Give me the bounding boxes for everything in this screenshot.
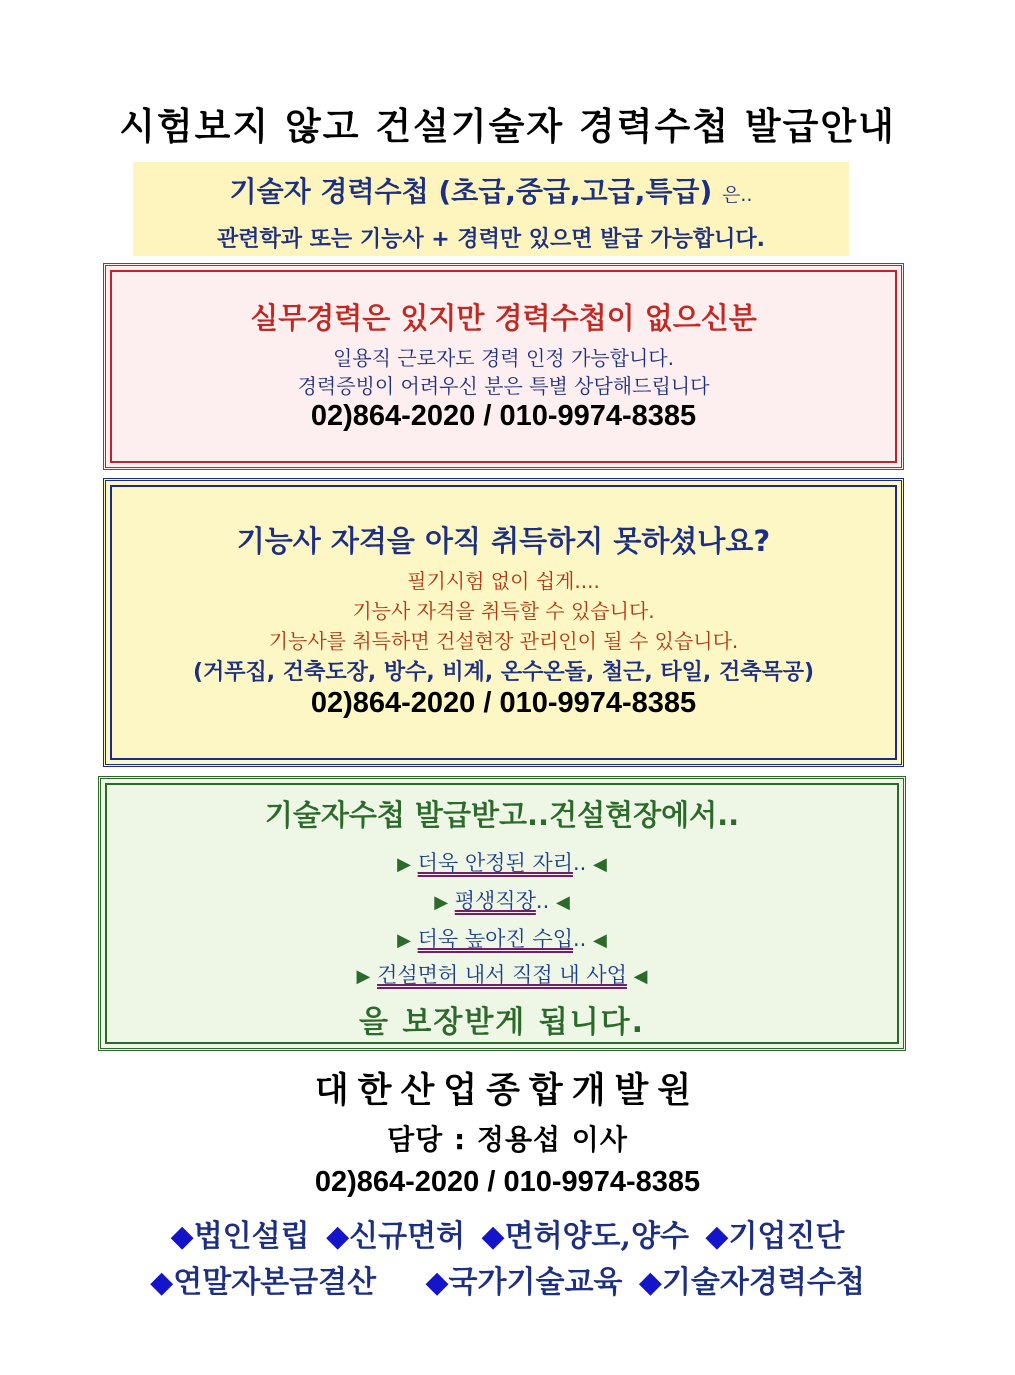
benefit-suffix: .. <box>535 889 550 913</box>
intro-line-2: 관련학과 또는 기능사 + 경력만 있으면 발급 가능합니다. <box>217 227 765 252</box>
career-line-2: 경력증빙이 어려우신 분은 특별 상담해드립니다 <box>297 374 710 398</box>
benefit-item <box>101 959 903 989</box>
page-title: 시험보지 않고 건설기술자 경력수첩 발급안내 <box>119 105 896 148</box>
right-arrow-icon: ▶ <box>397 930 411 951</box>
benefit-item <box>101 885 903 915</box>
benefit-suffix: .. <box>573 851 587 875</box>
diamond-icon: ◆ <box>326 1219 350 1254</box>
manager-name: 담당 : 정용섭 이사 <box>387 1123 628 1156</box>
career-line-1: 일용직 근로자도 경력 인정 가능합니다. <box>333 346 674 370</box>
right-arrow-icon: ▶ <box>397 854 411 875</box>
license-trades: (거푸집, 건축도장, 방수, 비계, 온수온돌, 철근, 타일, 건축목공) <box>192 660 815 685</box>
benefit-item <box>101 923 903 953</box>
license-line-1: 필기시험 없이 쉽게.... <box>407 569 600 593</box>
intro-banner <box>133 162 849 256</box>
intro-line-1 <box>133 170 849 210</box>
service-item: 국가기술교육 <box>448 1265 623 1300</box>
benefits-section <box>98 776 906 1051</box>
diamond-icon: ◆ <box>150 1265 174 1300</box>
career-section <box>103 263 904 470</box>
left-arrow-icon: ◀ <box>555 892 570 913</box>
diamond-icon: ◆ <box>705 1219 729 1254</box>
license-heading: 기능사 자격을 아직 취득하지 못하셨나요? <box>236 524 771 558</box>
benefit-text: 건설면허 내서 직접 내 사업 <box>377 963 627 987</box>
career-heading: 실무경력은 있지만 경력수첩이 없으신분 <box>250 301 757 335</box>
service-item: 연말자본금결산 <box>173 1265 377 1300</box>
benefit-text: 평생직장 <box>454 889 536 913</box>
license-line-3: 기능사를 취득하면 건설현장 관리인이 될 수 있습니다. <box>268 629 739 653</box>
services-row-2 <box>0 1257 1015 1301</box>
benefit-text: 더욱 안정된 자리 <box>417 851 573 875</box>
service-item: 법인설립 <box>193 1219 310 1254</box>
service-item: 면허양도,양수 <box>504 1219 689 1254</box>
benefit-text: 더욱 높아진 수입 <box>417 927 573 951</box>
right-arrow-icon: ▶ <box>356 966 371 987</box>
diamond-icon: ◆ <box>425 1265 449 1300</box>
service-item: 기술자경력수첩 <box>661 1265 865 1300</box>
diamond-icon: ◆ <box>170 1219 194 1254</box>
intro-line-1-suffix: 은.. <box>722 184 753 206</box>
service-item: 기업진단 <box>728 1219 845 1254</box>
organization-name: 대한산업종합개발원 <box>314 1071 701 1111</box>
intro-line-1-main: 기술자 경력수첩 (초급,중급,고급,특급) <box>229 175 713 208</box>
benefit-suffix: .. <box>573 927 587 951</box>
left-arrow-icon: ◀ <box>633 966 648 987</box>
service-item: 신규면허 <box>349 1219 466 1254</box>
diamond-icon: ◆ <box>481 1219 505 1254</box>
footer-phone: 02)864-2020 / 010-9974-8385 <box>314 1166 701 1198</box>
benefits-heading: 기술자수첩 발급받고..건설현장에서.. <box>264 798 740 832</box>
left-arrow-icon: ◀ <box>593 854 607 875</box>
services-row-1 <box>0 1211 1015 1255</box>
left-arrow-icon: ◀ <box>593 930 607 951</box>
right-arrow-icon: ▶ <box>434 892 449 913</box>
career-phone: 02)864-2020 / 010-9974-8385 <box>310 400 697 432</box>
benefit-item <box>101 847 903 877</box>
diamond-icon: ◆ <box>638 1265 662 1300</box>
benefits-closing: 을 보장받게 됩니다. <box>358 1005 646 1040</box>
license-phone: 02)864-2020 / 010-9974-8385 <box>310 687 697 719</box>
license-section <box>103 478 904 767</box>
license-line-2: 기능사 자격을 취득할 수 있습니다. <box>352 599 655 623</box>
